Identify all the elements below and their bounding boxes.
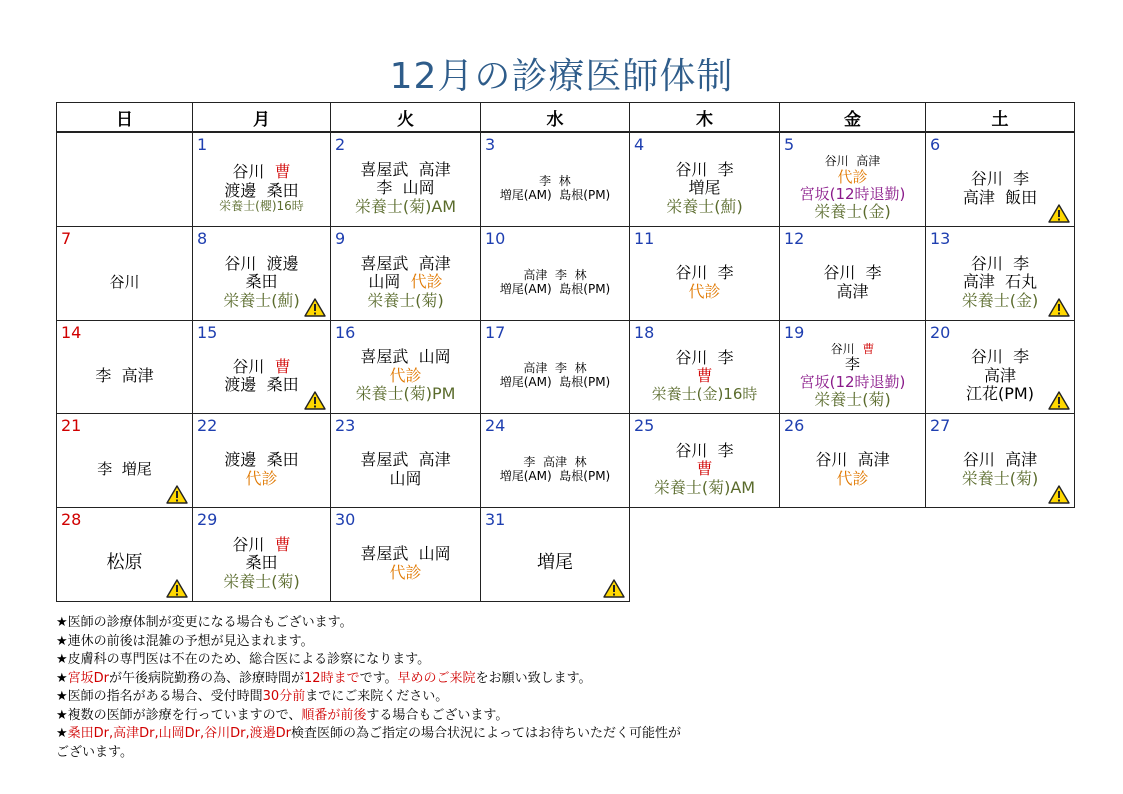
note-line [56, 670, 956, 689]
doctor-list [780, 343, 925, 409]
doctor-text: 桑田 [245, 272, 278, 292]
doctor-line [523, 456, 586, 470]
note-text: 検査医師の為ご指定の場合状況によってはお待ちいただく可能性が [290, 726, 681, 741]
doctor-text: 谷川 李 [675, 263, 734, 283]
doctor-list [780, 249, 925, 316]
doctor-text: 増尾(AM) 島根(PM) [499, 281, 611, 296]
note-line [56, 633, 956, 652]
day-number: 19 [784, 323, 805, 342]
day-cell [480, 507, 630, 602]
warning-icon [304, 391, 326, 410]
doctor-text: 李 [844, 355, 860, 374]
doctor-line [360, 451, 450, 469]
day-cell [56, 413, 193, 508]
doctor-line [825, 155, 881, 169]
warning-icon [304, 298, 326, 317]
doctor-text: 谷川 渡邊 [224, 253, 299, 273]
day-cell [480, 320, 630, 414]
doctor-line [245, 470, 277, 488]
doctor-text: 谷川 李 [970, 253, 1030, 273]
doctor-line [688, 283, 720, 301]
note-line [56, 744, 956, 763]
doctor-list [630, 155, 779, 222]
doctor-line [500, 470, 611, 484]
note-text: ★複数の医師が診療を行っていますので、 [56, 707, 302, 723]
doctor-line [962, 470, 1039, 488]
doctor-text: 谷川 高津 [962, 450, 1038, 470]
doctor-text: 曹 [274, 534, 291, 554]
doctor-line [963, 189, 1037, 207]
doctor-line [666, 198, 743, 216]
day-number: 21 [61, 416, 82, 435]
doctor-list [57, 343, 192, 409]
doctor-text: 谷川 [232, 356, 275, 376]
doctor-line [971, 255, 1029, 273]
doctor-text: 増尾 [688, 178, 721, 198]
doctor-list [481, 343, 629, 409]
doctor-line [360, 545, 450, 563]
doctor-line [109, 274, 139, 291]
doctor-line [971, 170, 1029, 188]
doctor-line [389, 367, 421, 385]
doctor-line [800, 374, 906, 391]
doctor-line [652, 386, 758, 403]
weekday-header: 火 [330, 102, 481, 132]
doctor-line [232, 536, 290, 554]
doctor-text: 曹 [862, 341, 875, 356]
doctor-text: 江花(PM) [966, 384, 1034, 404]
day-cell [330, 132, 481, 227]
warning-icon [1048, 298, 1070, 317]
day-number: 12 [784, 229, 805, 248]
doctor-line [219, 200, 304, 214]
day-number: 15 [197, 323, 218, 342]
doctor-line [500, 376, 611, 390]
doctor-line [360, 348, 450, 366]
note-text: 30分前 [262, 689, 306, 704]
day-number: 26 [784, 416, 805, 435]
day-cell [56, 226, 193, 321]
day-cell [629, 413, 780, 508]
doctor-list [193, 530, 330, 597]
day-cell [192, 507, 331, 602]
doctor-text: 代診 [389, 365, 422, 385]
doctor-line [368, 273, 442, 291]
day-number: 23 [335, 416, 356, 435]
day-number: 10 [485, 229, 506, 248]
doctor-text: 曹 [696, 459, 713, 479]
doctor-line [696, 367, 712, 385]
doctor-text: 代診 [837, 167, 868, 186]
doctor-text: 増尾 [537, 552, 573, 574]
doctor-text: 栄養士(菊)AM [653, 477, 756, 497]
doctor-text: 高津 [836, 281, 869, 301]
doctor-text: 渡邊 桑田 [224, 450, 299, 470]
doctor-line [355, 198, 456, 216]
day-cell [925, 413, 1075, 508]
day-number: 29 [197, 510, 218, 529]
doctor-line [389, 564, 421, 582]
day-number: 2 [335, 135, 346, 154]
note-text: ★医師の診療体制が変更になる場合もございます。 [56, 615, 353, 630]
doctor-line [836, 283, 868, 301]
day-cell [330, 226, 481, 321]
weekday-header: 水 [480, 102, 630, 132]
day-number: 16 [335, 323, 356, 342]
doctor-list [331, 530, 480, 597]
doctor-text: 栄養士(菊)PM [355, 384, 456, 404]
doctor-line [245, 273, 277, 291]
doctor-text: 谷川 李 [675, 159, 734, 179]
doctor-line [95, 367, 153, 385]
doctor-line [984, 367, 1016, 385]
doctor-line [823, 264, 881, 282]
doctor-text: 高津 李 林 [523, 267, 587, 282]
note-text: 桑田Dr,高津Dr,山岡Dr,谷川Dr,渡邉Dr [67, 726, 291, 741]
doctor-text: 李 林 [539, 173, 571, 188]
doctor-list [780, 155, 925, 222]
note-text: 12時まで [304, 670, 360, 686]
doctor-line [800, 186, 906, 203]
doctor-list [481, 436, 629, 503]
doctor-line [962, 292, 1039, 310]
day-number: 17 [485, 323, 506, 342]
doctor-text: 栄養士(菊) [223, 571, 300, 591]
doctor-list [331, 343, 480, 409]
doctor-text: 高津 飯田 [962, 187, 1038, 207]
day-cell [779, 413, 926, 508]
note-line [56, 707, 956, 726]
doctor-line [360, 255, 450, 273]
doctor-text: 谷川 [232, 162, 275, 182]
day-number: 13 [930, 229, 951, 248]
day-cell [629, 226, 780, 321]
warning-icon [166, 485, 188, 504]
doctor-line [845, 356, 860, 373]
weekday-header: 月 [192, 102, 331, 132]
note-text: ★皮膚科の専門医は不在のため、総合医による診察になります。 [56, 652, 431, 667]
doctor-text: 栄養士(金)16時 [651, 384, 758, 403]
doctor-text: 李 高津 [95, 365, 154, 385]
doctor-text: 桑田 [245, 553, 278, 573]
day-number: 27 [930, 416, 951, 435]
day-number: 1 [197, 135, 208, 154]
doctor-line [675, 442, 733, 460]
doctor-line [675, 264, 733, 282]
day-number: 5 [784, 135, 795, 154]
doctor-text: 谷川 高津 [824, 154, 881, 169]
note-text: ★医師の指名がある場合、受付時間 [56, 689, 263, 704]
doctor-line [224, 376, 298, 394]
weekday-header: 金 [779, 102, 926, 132]
doctor-text: 栄養士(薊) [223, 290, 300, 310]
doctor-text: 喜屋武 高津 [360, 450, 451, 470]
doctor-text: 栄養士(菊)AM [354, 196, 457, 216]
weekday-header: 木 [629, 102, 780, 132]
day-cell [480, 226, 630, 321]
note-line [56, 688, 956, 707]
doctor-line [836, 470, 868, 488]
doctor-text: 谷川 李 [675, 440, 734, 460]
doctor-list [630, 343, 779, 409]
day-cell [629, 132, 780, 227]
doctor-line [389, 470, 421, 488]
doctor-list [57, 249, 192, 316]
day-number: 18 [634, 323, 655, 342]
day-cell [56, 132, 193, 227]
doctor-text: 谷川 高津 [815, 450, 890, 470]
doctor-line [245, 554, 277, 572]
doctor-text: 増尾(AM) 島根(PM) [499, 187, 611, 202]
doctor-line [360, 161, 450, 179]
doctor-text: 高津 李 林 [523, 361, 587, 376]
doctor-text: 谷川 [232, 534, 275, 554]
doctor-line [523, 269, 586, 283]
doctor-line [356, 385, 456, 403]
day-number: 28 [61, 510, 82, 529]
day-number: 11 [634, 229, 655, 248]
doctor-line [963, 273, 1037, 291]
note-text: が午後病院勤務の為、診療時間が [109, 670, 305, 686]
doctor-text: 高津 石丸 [962, 272, 1038, 292]
doctor-line [971, 348, 1029, 366]
doctor-text: 栄養士(菊) [367, 290, 444, 310]
warning-icon [166, 579, 188, 598]
day-number: 24 [485, 416, 506, 435]
day-number: 14 [61, 323, 82, 342]
doctor-text: 渡邊 桑田 [224, 180, 299, 200]
doctor-text: 喜屋武 山岡 [360, 347, 451, 367]
doctor-line [376, 179, 434, 197]
day-cell [925, 132, 1075, 227]
doctor-line [223, 292, 300, 310]
notes-section [56, 614, 956, 762]
doctor-text: 李 増尾 [97, 459, 152, 478]
doctor-list [193, 436, 330, 503]
doctor-line [500, 283, 611, 297]
day-cell [779, 226, 926, 321]
doctor-line [232, 163, 290, 181]
note-text: ★ [56, 726, 68, 741]
doctor-text: 曹 [274, 356, 291, 376]
day-cell [480, 132, 630, 227]
doctor-list [331, 436, 480, 503]
note-text: 順番が前後 [301, 707, 367, 723]
doctor-line [224, 182, 298, 200]
doctor-text: 代診 [410, 272, 443, 292]
doctor-list [481, 249, 629, 316]
day-number: 3 [485, 135, 496, 154]
doctor-text: 栄養士(菊) [814, 389, 891, 409]
doctor-text: 松原 [106, 552, 143, 574]
warning-icon [1048, 391, 1070, 410]
doctor-line [224, 451, 298, 469]
doctor-text: 李 山岡 [376, 178, 435, 198]
doctor-text: 増尾(AM) 島根(PM) [499, 375, 611, 389]
day-number: 22 [197, 416, 218, 435]
note-text: ★ [56, 670, 68, 686]
note-text: 早めのご来院 [397, 670, 476, 686]
day-cell [330, 413, 481, 508]
note-text: する場合もございます。 [366, 707, 509, 723]
doctor-list [57, 155, 192, 222]
doctor-line [539, 175, 571, 189]
doctor-line [675, 161, 733, 179]
note-text: 宮坂Dr [67, 670, 110, 686]
doctor-text: 宮坂(12時退勤) [799, 372, 906, 391]
doctor-text: 曹 [274, 162, 291, 182]
doctor-line [963, 451, 1037, 469]
doctor-text: 増尾(AM) 島根(PM) [499, 468, 611, 483]
day-cell [629, 320, 780, 414]
doctor-list [193, 155, 330, 222]
doctor-list [481, 155, 629, 222]
day-cell [192, 413, 331, 508]
doctor-line [232, 358, 290, 376]
day-cell [56, 507, 193, 602]
day-number: 31 [485, 510, 506, 529]
day-number: 25 [634, 416, 655, 435]
doctor-list [780, 436, 925, 503]
doctor-line [367, 292, 444, 310]
day-cell [192, 320, 331, 414]
day-number: 8 [197, 229, 208, 248]
day-cell [330, 320, 481, 414]
day-number: 7 [61, 229, 72, 248]
doctor-line [97, 461, 152, 478]
doctor-line [223, 573, 300, 591]
doctor-text: 代診 [688, 281, 721, 301]
doctor-text: 栄養士(金) [961, 290, 1039, 310]
warning-icon [1048, 204, 1070, 223]
doctor-text: 喜屋武 高津 [360, 253, 451, 273]
weekday-header: 土 [925, 102, 1075, 132]
day-cell [779, 320, 926, 414]
warning-icon [603, 579, 625, 598]
page-title: 12月の診療医師体制 [389, 56, 734, 97]
note-text: です。 [359, 670, 398, 686]
day-cell [56, 320, 193, 414]
doctor-text: 李 高津 林 [523, 454, 587, 469]
day-number: 30 [335, 510, 356, 529]
day-cell [779, 132, 926, 227]
doctor-list [630, 249, 779, 316]
note-line [56, 725, 956, 744]
doctor-text: 山岡 [368, 272, 411, 292]
note-text: ございます。 [56, 744, 133, 760]
doctor-text: 渡邊 桑田 [224, 375, 299, 394]
doctor-text: 喜屋武 高津 [360, 159, 451, 179]
doctor-line [224, 255, 298, 273]
day-number: 4 [634, 135, 645, 154]
day-cell [192, 132, 331, 227]
doctor-text: 代診 [836, 468, 869, 488]
doctor-text: 栄養士(菊) [961, 468, 1039, 488]
doctor-line [107, 553, 143, 574]
doctor-text: 山岡 [389, 468, 422, 488]
doctor-line [500, 189, 611, 203]
day-cell [925, 226, 1075, 321]
doctor-text: 代診 [389, 562, 422, 582]
doctor-list [331, 249, 480, 316]
doctor-line [831, 343, 875, 357]
note-line [56, 614, 956, 633]
day-cell [925, 320, 1075, 414]
doctor-text: 谷川 [109, 272, 140, 291]
doctor-text: 曹 [696, 366, 713, 386]
doctor-text: 栄養士(櫻)16時 [219, 198, 304, 213]
doctor-line [654, 479, 755, 497]
doctor-line [815, 451, 889, 469]
doctor-text: 喜屋武 山岡 [360, 544, 451, 564]
day-cell [330, 507, 481, 602]
doctor-text: 宮坂(12時退勤) [799, 185, 906, 204]
doctor-text: 高津 [983, 365, 1016, 385]
doctor-list [331, 155, 480, 222]
doctor-text: 栄養士(薊) [666, 196, 743, 216]
doctor-line [814, 203, 891, 221]
doctor-text: 谷川 李 [675, 347, 734, 367]
warning-icon [1048, 485, 1070, 504]
doctor-line [537, 553, 573, 574]
day-number: 20 [930, 323, 951, 342]
doctor-line [675, 349, 733, 367]
doctor-list [630, 436, 779, 503]
doctor-text: 栄養士(金) [814, 202, 891, 222]
doctor-line [837, 169, 867, 186]
doctor-text: 谷川 [830, 341, 863, 356]
doctor-line [814, 391, 891, 409]
doctor-text: 谷川 李 [970, 347, 1030, 367]
doctor-line [523, 362, 586, 376]
weekday-header: 日 [56, 102, 193, 132]
doctor-line [688, 179, 720, 197]
day-number: 6 [930, 135, 941, 154]
doctor-text: 代診 [245, 468, 278, 488]
note-line [56, 651, 956, 670]
doctor-line [696, 460, 712, 478]
day-number: 9 [335, 229, 346, 248]
doctor-line [966, 385, 1034, 403]
doctor-text: 谷川 李 [970, 169, 1030, 189]
note-text: をお願い致します。 [475, 670, 592, 686]
day-cell [480, 413, 630, 508]
doctor-text: 谷川 李 [823, 263, 882, 283]
note-text: までにご来院ください。 [305, 689, 449, 704]
day-cell [192, 226, 331, 321]
note-text: ★連休の前後は混雑の予想が見込まれます。 [56, 633, 314, 649]
